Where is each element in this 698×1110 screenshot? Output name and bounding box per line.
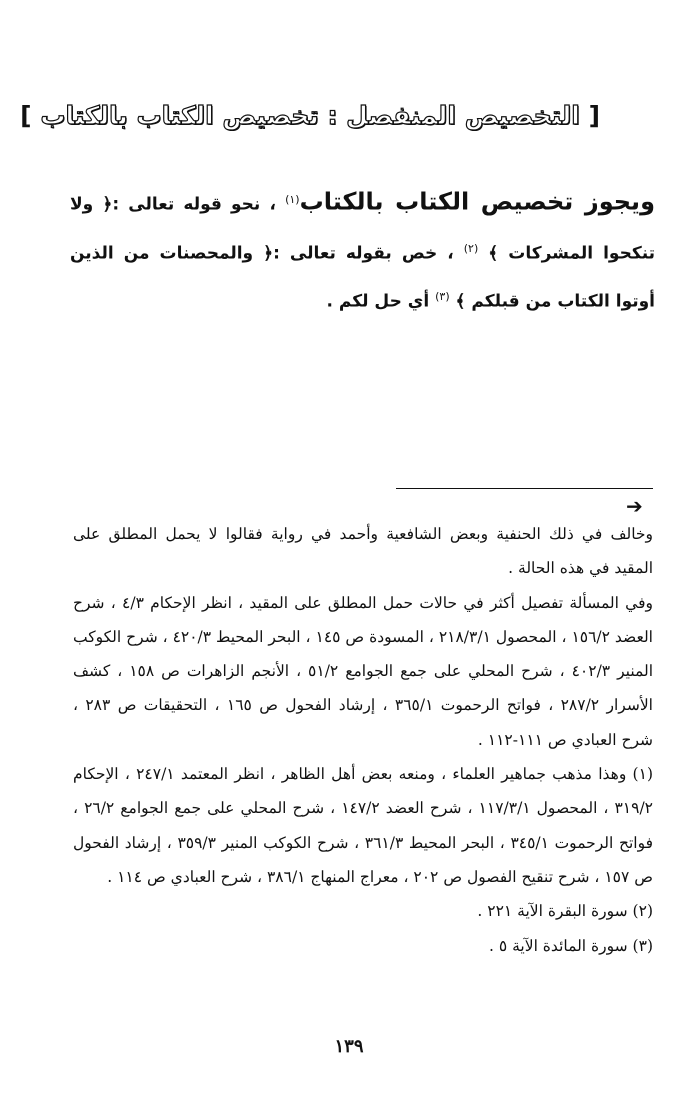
- footnote-ref-2: (٢): [463, 241, 479, 255]
- footnotes-block: [73, 517, 653, 963]
- body-text-3: أي حل لكم .: [326, 291, 430, 312]
- main-paragraph: [70, 178, 655, 324]
- footnote-2: (٢) سورة البقرة الآية ٢٢١ .: [477, 902, 653, 921]
- footnote-ref-3: (٣): [435, 290, 450, 304]
- body-text-2: ، خص بقوله تعالى :﴿ والمحصنات من الذين أوتوا الكتاب من قبلكم ﴾: [70, 243, 655, 312]
- section-heading: [20, 94, 600, 138]
- footnote-ref-1: (١): [285, 193, 300, 206]
- lead-phrase: ويجوز تخصيص الكتاب بالكتاب: [299, 187, 655, 216]
- footnote-1: (١) وهذا مذهب جماهير العلماء ، ومنعه بعض أهل الظاهر ، انظر المعتمد ٢٤٧/١ ، الإحكام ٣١٩/٢ ، المحصول ١١٧/٣/١ ، شرح العضد ١٤٧/٢ ، شرح المحلي على جمع الجوامع ٢٦/٢ ، فواتح الرحموت ٣٤٥/١ ، البحر المحيط ٣٦١/٣ ، شرح الكوكب المنير ٣٥٩/٣ ، إرشاد الفحول ص ١٥٧ ، شرح تنقيح الفصول ص ٢٠٢ ، معراج المنهاج ٣٨٦/١ ، شرح العبادي ص ١١٤ .: [73, 765, 654, 886]
- heading-bracket-open: [: [588, 101, 600, 130]
- heading-bracket-close: ]: [20, 101, 32, 130]
- footnote-3: (٣) سورة المائدة الآية ٥ .: [489, 936, 653, 955]
- body-text-1: ، نحو قوله تعالى :﴿ ولا تنكحوا المشركات ﴾: [70, 194, 656, 264]
- continuation-arrow-icon: ➔: [626, 494, 643, 518]
- page-number: ١٣٩: [334, 1036, 364, 1057]
- footnote-separator: [396, 488, 653, 489]
- footnote-continued: وخالف في ذلك الحنفية وبعض الشافعية وأحمد في رواية فقالوا لا يحمل المطلق على المقيد في هذه الحالة .: [73, 525, 653, 578]
- heading-outline-text: التخصيص المنفصل :: [327, 101, 580, 130]
- heading-main-text: تخصيص الكتاب بالكتاب: [40, 101, 319, 130]
- footnote-continued-detail: وفي المسألة تفصيل أكثر في حالات حمل المطلق على المقيد ، انظر الإحكام ٤/٣ ، شرح العضد ١٥٦/٢ ، المحصول ٢١٨/٣/١ ، المسودة ص ١٤٥ ، البحر المحيط ٤٢٠/٣ ، شرح الكوكب المنير ٤٠٢/٣ ، شرح المحلي على جمع الجوامع ٥١/٢ ، الأنجم الزاهرات ص ١٥٨ ، كشف الأسرار ٢٨٧/٢ ، فواتح الرحموت ٣٦٥/١ ، إرشاد الفحول ص ١٦٥ ، التحقيقات ص ٢٨٣ ، شرح العبادي ص ١١١-١١٢ .: [73, 593, 654, 749]
